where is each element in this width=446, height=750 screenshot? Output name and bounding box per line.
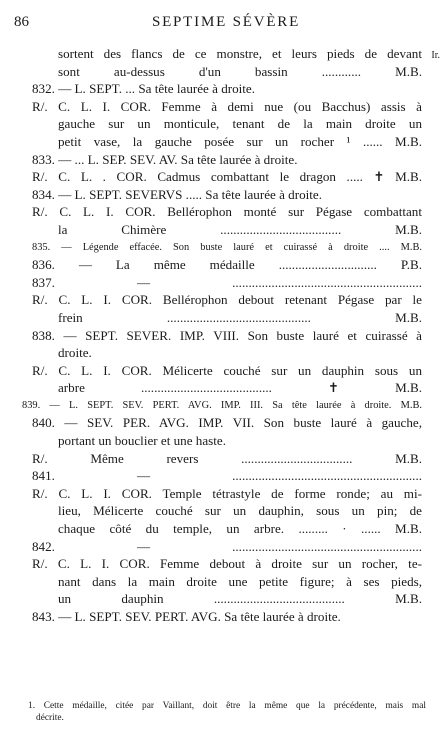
- text-line: 838. — SEPT. SEVER. IMP. VIII. Son buste lauré et cuirassé à: [32, 327, 422, 343]
- text-line: gauche sur un monticule, tenant de la main droite un: [58, 116, 422, 132]
- footnote-line: décrite.: [36, 713, 64, 723]
- text-line: sortent des flancs de ce monstre, et leurs pieds de devant: [58, 46, 422, 61]
- text-line: 841. — ..........................................................: [32, 468, 422, 484]
- text-line: R/. C. L. I. COR. Bellérophon debout retenant Pégase par le: [32, 292, 422, 308]
- page-number: 86: [14, 14, 29, 30]
- text-line: petit vase, la gauche posée sur un rocher ¹ ...... M.B.: [58, 133, 422, 149]
- text-line: 835. — Légende effacée. Son buste lauré et cuirassé à droite .... M.B.: [32, 241, 422, 253]
- footnote-line: 1. Cette médaille, citée par Vaillant, doit être la même que la précédente, mais mal: [28, 701, 426, 711]
- text-line: 836. — La même médaille .............................. P.B.: [32, 257, 422, 273]
- text-line: nant dans la main droite une petite figure; à ses pieds,: [58, 573, 422, 589]
- text-line: R/. Même revers .................................. M.B.: [32, 450, 422, 466]
- text-line: 832. — L. SEPT. ... Sa tête laurée à droite.: [32, 81, 256, 97]
- page-header: [14, 14, 438, 34]
- text-line: R/. C. L. . COR. Cadmus combattant le dragon ..... ✝ M.B.: [32, 169, 422, 185]
- footnote: [22, 700, 426, 724]
- text-line: un dauphin ........................................ M.B.: [58, 591, 422, 607]
- text-line: la Chimère ..................................... M.B.: [58, 221, 422, 237]
- margin-note: Ir.: [431, 50, 440, 61]
- text-line: 839. — L. SEPT. SEV. PERT. AVG. IMP. III. Sa tête laurée à droite. M.B.: [22, 399, 422, 411]
- text-line: 837. — ..........................................................: [32, 274, 422, 290]
- catalog-entries: [22, 45, 422, 626]
- text-line: lieu, Mélicerte couché sur un dauphin, sous un pin; de: [58, 503, 422, 519]
- text-line: R/. C. L. I. COR. Bellérophon monté sur Pégase combattant: [32, 204, 422, 220]
- text-line: 833. — ... L. SEP. SEV. AV. Sa tête laurée à droite.: [32, 151, 298, 167]
- text-line: 834. — L. SEPT. SEVERVS ..... Sa tête laurée à droite.: [32, 186, 322, 202]
- text-line: sont au-dessus d'un bassin ............ M.B.: [58, 63, 422, 79]
- page-title: SEPTIME SÉVÈRE: [151, 14, 301, 30]
- text-line: R/. C. L. I. COR. Mélicerte couché sur un dauphin sous un: [32, 362, 422, 378]
- text-line: R/. C. L. I. COR. Femme debout à droite sur un rocher, te-: [32, 556, 422, 572]
- text-line: R/. C. L. I. COR. Femme à demi nue (ou Bacchus) assis à: [32, 98, 422, 114]
- text-line: 842. — ..........................................................: [32, 538, 422, 554]
- text-line: droite.: [58, 345, 92, 361]
- text-line: R/. C. L. I. COR. Temple tétrastyle de forme ronde; au mi-: [32, 485, 422, 501]
- text-line: 840. — SEV. PER. AVG. IMP. VII. Son buste lauré à gauche,: [32, 415, 422, 431]
- text-line: arbre ........................................ ✝ M.B.: [58, 380, 422, 396]
- text-line: frein ............................................ M.B.: [58, 309, 422, 325]
- text-line: chaque côté du temple, un arbre. ......... · ...... M.B.: [58, 521, 422, 537]
- text-line: portant un bouclier et une haste.: [58, 433, 226, 449]
- text-line: 843. — L. SEPT. SEV. PERT. AVG. Sa tête laurée à droite.: [32, 609, 341, 624]
